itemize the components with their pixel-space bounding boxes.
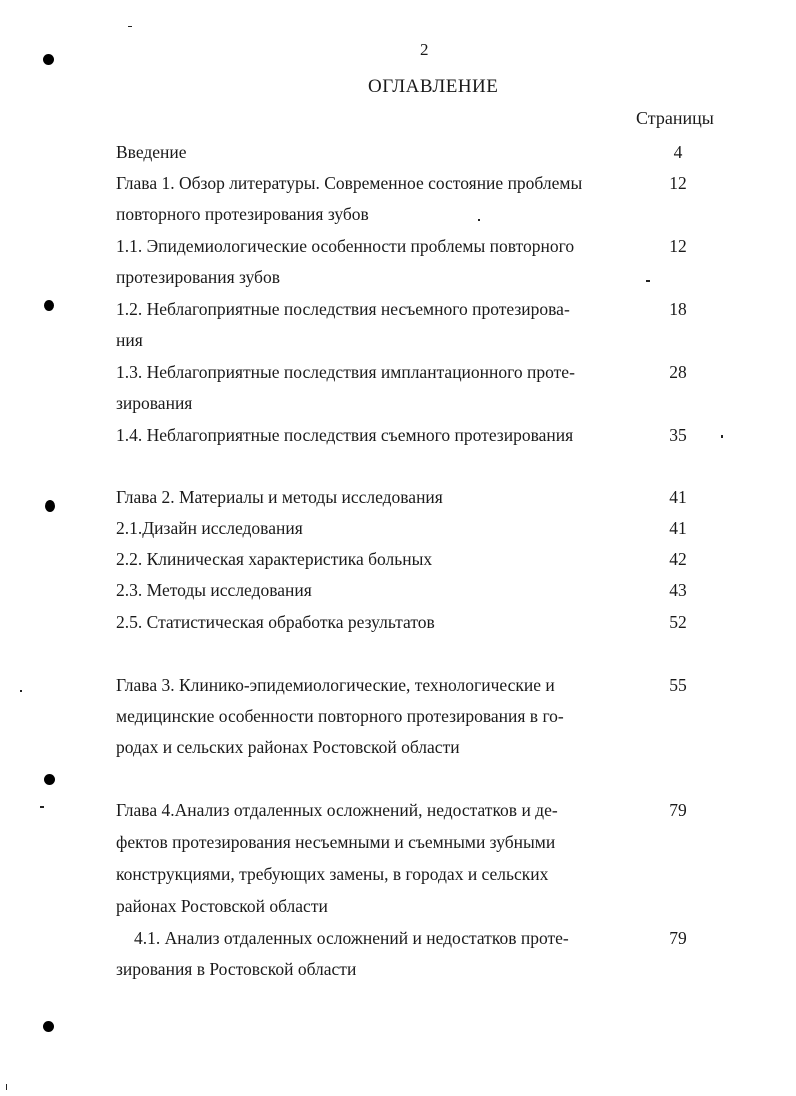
punch-hole-mark (43, 54, 54, 65)
toc-entry-line: 2.2. Клиническая характеристика больных (116, 549, 433, 569)
toc-entry-line: повторного протезирования зубов (116, 204, 369, 224)
toc-entry-line: 1.2. Неблагоприятные последствия несъемного протезирова- (116, 299, 570, 319)
toc-entry-line: медицинские особенности повторного протезирования в го- (116, 706, 564, 726)
scan-speck (478, 219, 480, 221)
toc-entry-line: 2.5. Статистическая обработка результатов (116, 612, 435, 632)
toc-page-number: 79 (669, 928, 687, 948)
toc-entry-line: 1.3. Неблагоприятные последствия имплантационного проте- (116, 362, 575, 382)
toc-page-number: 18 (669, 299, 687, 319)
toc-page-number: 52 (669, 612, 687, 632)
punch-hole-mark (44, 774, 55, 785)
toc-entry-line: зирования (116, 393, 193, 413)
toc-page-number: 28 (669, 362, 687, 382)
toc-page-number: 42 (669, 549, 687, 569)
toc-page-number: 4 (673, 142, 683, 162)
pages-column-header: Страницы (636, 108, 714, 128)
punch-hole-mark (43, 1021, 54, 1032)
toc-page-number: 55 (669, 675, 687, 695)
page-number: 2 (420, 40, 429, 59)
toc-entry-line: 4.1. Анализ отдаленных осложнений и недостатков проте- (134, 928, 569, 948)
scan-speck (20, 690, 22, 692)
scan-speck (128, 26, 132, 27)
toc-page-number: 41 (669, 518, 687, 538)
toc-page-number: 12 (669, 236, 687, 256)
punch-hole-mark (45, 500, 55, 512)
toc-page-number: 41 (669, 487, 687, 507)
scan-speck (646, 280, 650, 282)
toc-entry-line: Глава 3. Клинико-эпидемиологические, технологические и (116, 675, 555, 695)
toc-entry-line: Глава 1. Обзор литературы. Современное состояние проблемы (116, 173, 583, 193)
toc-entry-line: Глава 4.Анализ отдаленных осложнений, недостатков и де- (116, 800, 558, 820)
scan-speck (6, 1084, 7, 1090)
scan-speck (721, 435, 723, 438)
toc-page-number: 12 (669, 173, 687, 193)
toc-entry-line: 1.4. Неблагоприятные последствия съемного протезирования (116, 425, 574, 445)
toc-entry-line: фектов протезирования несъемными и съемными зубными (116, 832, 556, 852)
page-title: ОГЛАВЛЕНИЕ (368, 76, 499, 97)
toc-entry-line: Глава 2. Материалы и методы исследования (116, 487, 443, 507)
toc-entry-line: протезирования зубов (116, 267, 280, 287)
toc-page-number: 43 (669, 580, 687, 600)
toc-entry-line: 1.1. Эпидемиологические особенности проблемы повторного (116, 236, 575, 256)
punch-hole-mark (44, 300, 54, 311)
toc-entry-line: Введение (116, 142, 187, 162)
toc-page-number: 35 (669, 425, 687, 445)
toc-entry-line: 2.3. Методы исследования (116, 580, 312, 600)
toc-entry-line: родах и сельских районах Ростовской области (116, 737, 460, 757)
toc-entry-line: конструкциями, требующих замены, в городах и сельских (116, 864, 549, 884)
toc-entry-line: районах Ростовской области (116, 896, 328, 916)
toc-entry-line: 2.1.Дизайн исследования (116, 518, 303, 538)
toc-entry-line: зирования в Ростовской области (116, 959, 357, 979)
toc-page-number: 79 (669, 800, 687, 820)
scan-speck (40, 806, 44, 808)
toc-entry-line: ния (116, 330, 143, 350)
